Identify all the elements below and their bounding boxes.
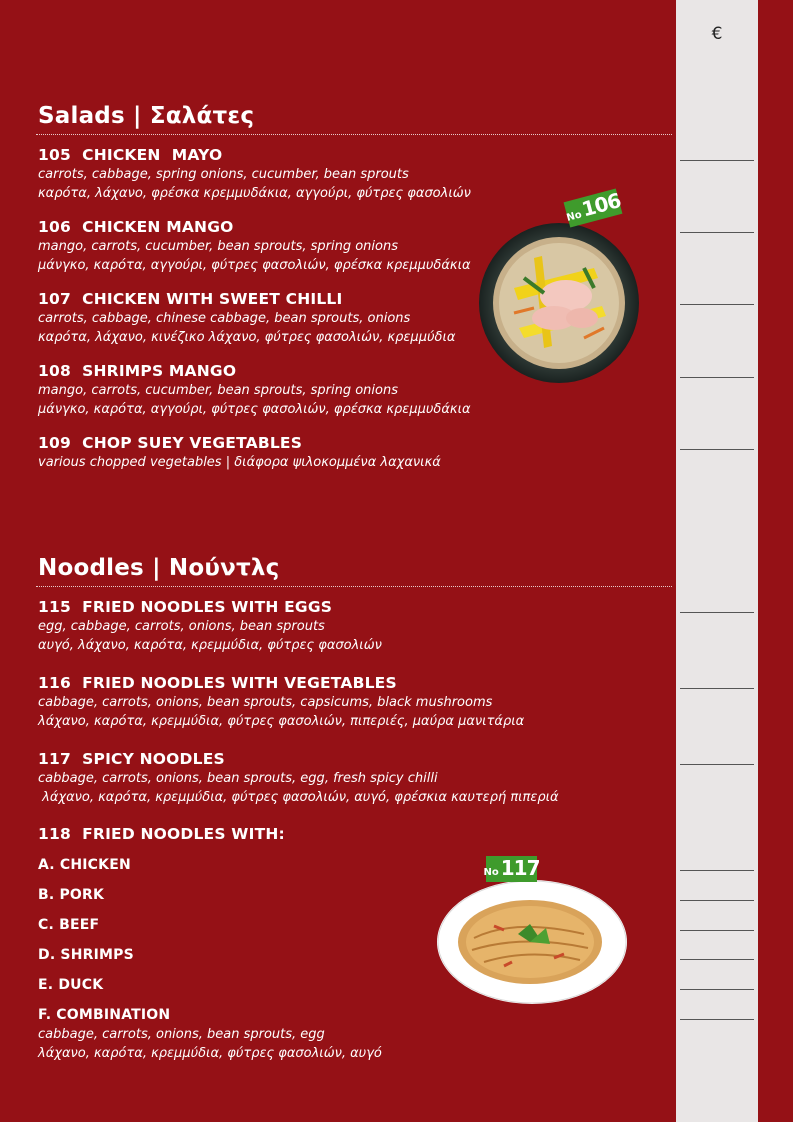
item-title: 108 SHRIMPS MANGO (38, 362, 237, 380)
item-description-en: carrots, cabbage, chinese cabbage, bean sprouts, onions (38, 311, 411, 326)
item-title: 115 FRIED NOODLES WITH EGGS (38, 598, 333, 616)
option-item: F. COMBINATION (38, 1007, 171, 1023)
item-title: 105 CHICKEN MAYO (38, 146, 223, 164)
menu-item (38, 145, 658, 203)
option-item: D. SHRIMPS (38, 947, 134, 963)
item-description-en: cabbage, carrots, onions, bean sprouts, egg (38, 1027, 325, 1042)
item-title: 109 CHOP SUEY VEGETABLES (38, 434, 303, 452)
price-column (676, 0, 758, 1122)
price-line (680, 764, 754, 765)
section-divider (36, 586, 672, 587)
item-description-gr: λάχανο, καρότα, κρεμμύδια, φύτρες φασολιών, αυγό (38, 1046, 382, 1061)
badge-number: 117 (500, 856, 540, 880)
price-line (680, 449, 754, 450)
item-title: 116 FRIED NOODLES WITH VEGETABLES (38, 674, 397, 692)
item-title: 118 FRIED NOODLES WITH: (38, 825, 285, 843)
price-line (680, 160, 754, 161)
item-description-en: carrots, cabbage, spring onions, cucumber, bean sprouts (38, 167, 409, 182)
price-line (680, 900, 754, 901)
menu-item (38, 749, 658, 807)
menu-item (38, 597, 658, 655)
salads-section-title: Salads | Σαλάτες (38, 103, 255, 129)
item-description-gr: μάνγκο, καρότα, αγγούρι, φύτρες φασολιών, φρέσκα κρεμμυδάκια (38, 258, 471, 273)
noodles-section-title: Noodles | Νούντλς (38, 555, 280, 581)
menu-item (38, 433, 658, 472)
item-description-gr: καρότα, λάχανο, φρέσκα κρεμμυδάκια, αγγούρι, φύτρες φασολιών (38, 186, 471, 201)
badge-prefix: No (565, 209, 584, 224)
price-line (680, 1019, 754, 1020)
menu-item (38, 824, 658, 844)
item-description-gr: μάνγκο, καρότα, αγγούρι, φύτρες φασολιών, φρέσκα κρεμμυδάκια (38, 402, 471, 417)
item-description-gr: λάχανο, καρότα, κρεμμύδια, φύτρες φασολιών, πιπεριές, μαύρα μανιτάρια (38, 714, 525, 729)
option-description (38, 1025, 658, 1063)
price-line (680, 959, 754, 960)
dish-number-badge (483, 856, 540, 882)
item-description-en: mango, carrots, cucumber, bean sprouts, spring onions (38, 239, 398, 254)
price-line (680, 930, 754, 931)
price-line (680, 612, 754, 613)
item-description-gr: λάχανο, καρότα, κρεμμύδια, φύτρες φασολιών, αυγό, φρέσκια καυτερή πιπεριά (38, 790, 559, 805)
item-description-en: various chopped vegetables | διάφορα ψιλοκομμένα λαχανικά (38, 455, 441, 470)
salad-dish-photo (474, 218, 644, 388)
option-item: C. BEEF (38, 917, 100, 933)
item-description-gr: καρότα, λάχανο, κινέζικο λάχανο, φύτρες φασολιών, κρεμμύδια (38, 330, 456, 345)
price-line (680, 688, 754, 689)
option-item: E. DUCK (38, 977, 104, 993)
price-line (680, 989, 754, 990)
noodle-dish-photo (434, 878, 630, 1006)
item-title: 107 CHICKEN WITH SWEET CHILLI (38, 290, 343, 308)
item-title: 117 SPICY NOODLES (38, 750, 225, 768)
option-item: A. CHICKEN (38, 857, 131, 873)
item-description-en: mango, carrots, cucumber, bean sprouts, spring onions (38, 383, 398, 398)
currency-symbol: € (711, 24, 723, 44)
price-line (680, 870, 754, 871)
section-divider (36, 134, 672, 135)
badge-prefix: No (483, 867, 499, 878)
item-description-en: cabbage, carrots, onions, bean sprouts, capsicums, black mushrooms (38, 695, 493, 710)
menu-item (38, 673, 658, 731)
item-title: 106 CHICKEN MANGO (38, 218, 234, 236)
badge-number: 106 (579, 188, 623, 222)
price-line (680, 304, 754, 305)
item-description-en: egg, cabbage, carrots, onions, bean sprouts (38, 619, 325, 634)
option-item: B. PORK (38, 887, 105, 903)
item-description-en: cabbage, carrots, onions, bean sprouts, egg, fresh spicy chilli (38, 771, 438, 786)
item-description-gr: αυγό, λάχανο, καρότα, κρεμμύδια, φύτρες φασολιών (38, 638, 382, 653)
price-line (680, 377, 754, 378)
price-line (680, 232, 754, 233)
